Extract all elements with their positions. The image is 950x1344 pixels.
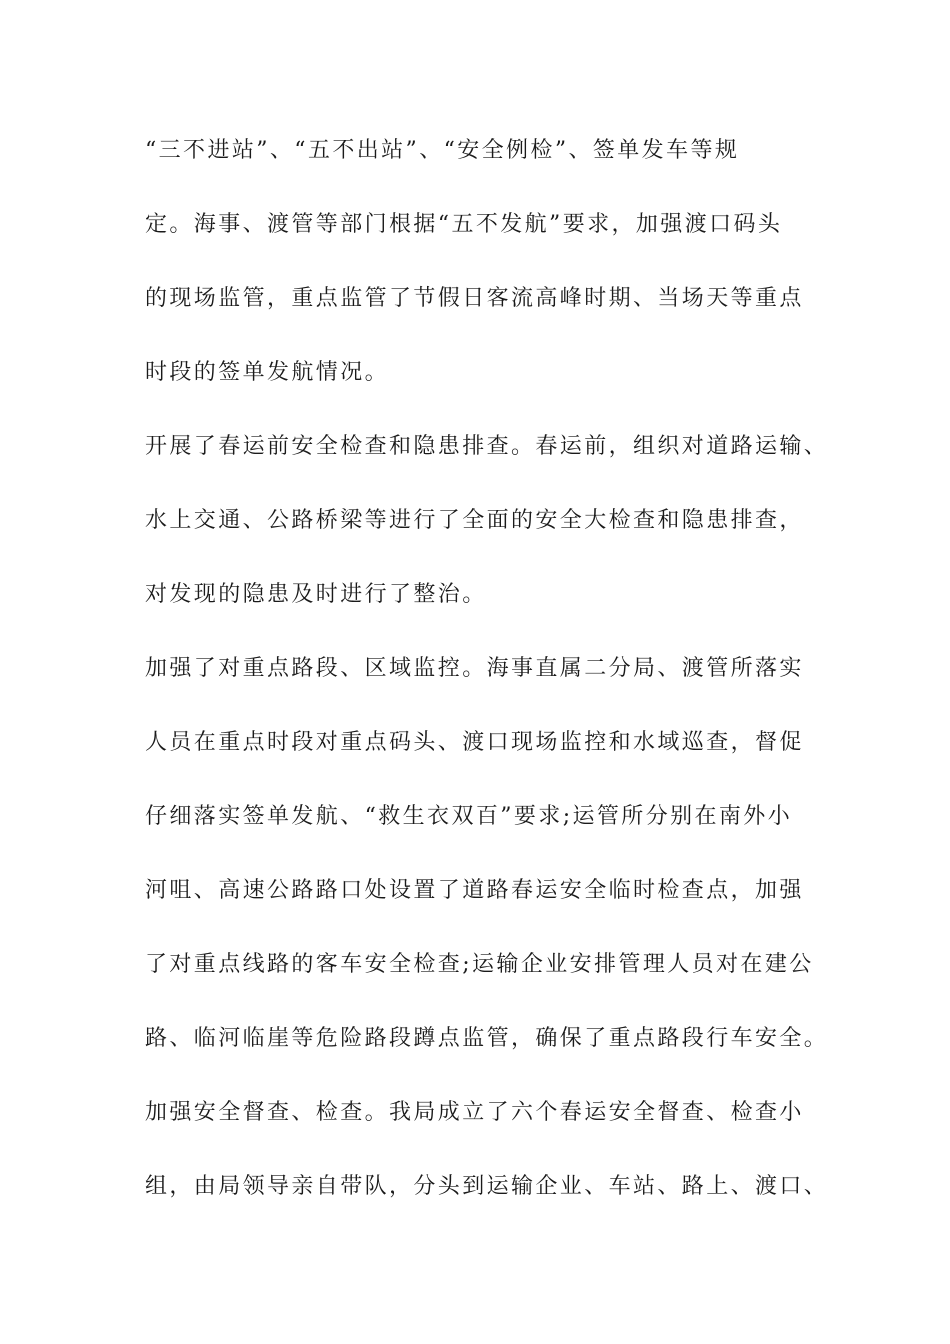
text-line-10: 仔细落实签单发航、“救生衣双百”要求;运管所分别在南外小	[145, 804, 793, 829]
text-line-12: 了对重点线路的客车安全检查;运输企业安排管理人员对在建公	[145, 952, 814, 977]
text-line-11: 河咀、高速公路路口处设置了道路春运安全临时检查点，加强	[145, 878, 804, 903]
text-line-6: 水上交通、公路桥梁等进行了全面的安全大检查和隐患排查，	[145, 508, 804, 533]
text-line-2: 定。海事、渡管等部门根据“五不发航”要求，加强渡口码头	[145, 212, 783, 237]
text-line-8: 加强了对重点路段、区域监控。海事直属二分局、渡管所落实	[145, 656, 804, 681]
document-body	[145, 129, 829, 1239]
text-line-4: 时段的签单发航情况。	[145, 360, 390, 385]
text-line-1: “三不进站”、“五不出站”、“安全例检”、签单发车等规	[145, 138, 740, 163]
text-line-14: 加强安全督查、检查。我局成立了六个春运安全督查、检查小	[145, 1100, 804, 1125]
text-line-9: 人员在重点时段对重点码头、渡口现场监控和水域巡查，督促	[145, 730, 804, 755]
text-line-13: 路、临河临崖等危险路段蹲点监管，确保了重点路段行车安全。	[145, 1026, 829, 1051]
text-line-5: 开展了春运前安全检查和隐患排查。春运前，组织对道路运输、	[145, 434, 829, 459]
text-line-3: 的现场监管，重点监管了节假日客流高峰时期、当场天等重点	[145, 286, 804, 311]
text-line-15: 组，由局领导亲自带队，分头到运输企业、车站、路上、渡口、	[145, 1174, 829, 1199]
text-line-7: 对发现的隐患及时进行了整治。	[145, 582, 487, 607]
